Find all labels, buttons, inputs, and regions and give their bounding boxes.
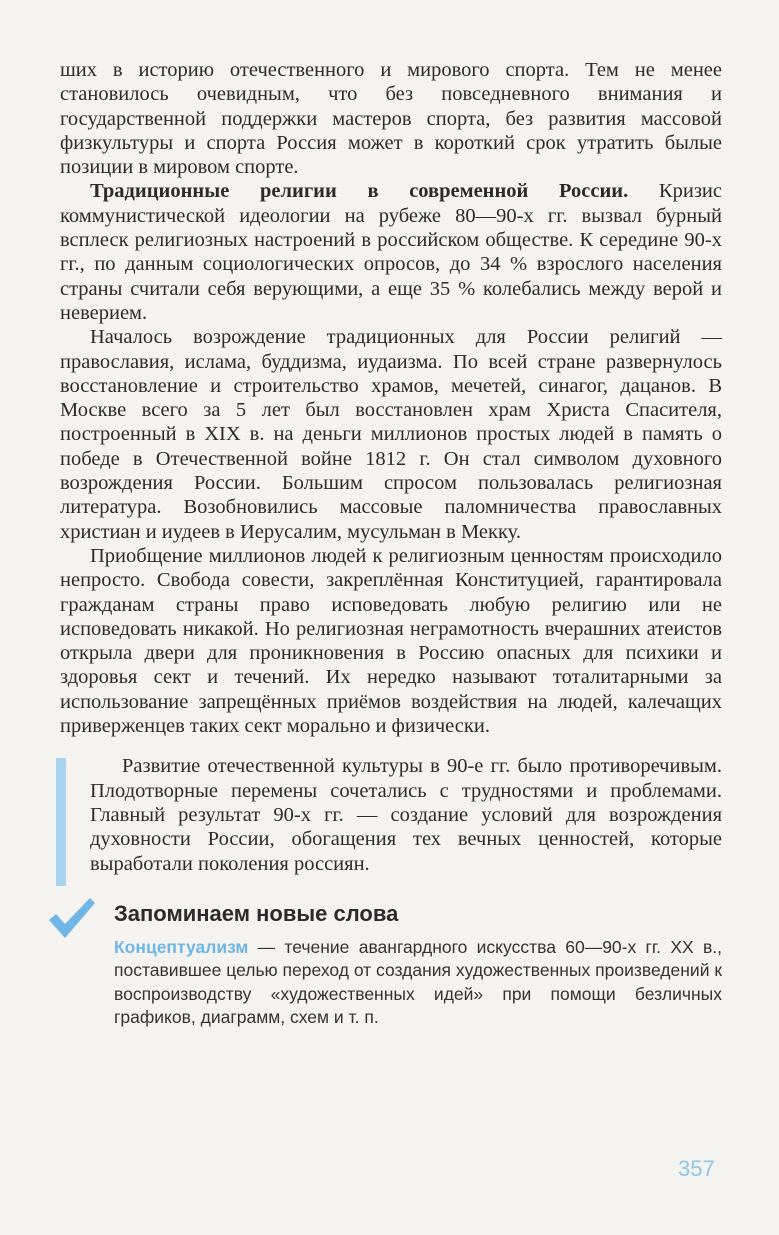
vocabulary-definition: — течение авангардного искусства 60—90-х гг. XX в., поставившее целью переход от создания художественных произведений к воспроизводству «художественных идей» при помощи безличных графиков, диаграмм, схем и т. п. [114, 936, 722, 1028]
page-content [60, 58, 722, 1030]
main-text [60, 58, 722, 738]
paragraph-religions-body: Кризис коммунистической идеологии на рубеже 80—90-х гг. вызвал бурный всплеск религиозных настроений в российском обществе. К середине 90-х гг., по данным социологических опросов, до 34 % взрослого населения страны считали себя верующими, а еще 35 % колебались между верой и неверием. [60, 180, 722, 324]
vocabulary-section [60, 900, 722, 1030]
vocabulary-term: Концептуализм [114, 936, 249, 957]
paragraph-religions [60, 179, 722, 325]
page-number: 357 [678, 1156, 715, 1181]
summary-text: Развитие отечественной культуры в 90-е гг. было противоречивым. Плодотворные перемены сочетались с трудностями и проблемами. Главный результат 90-х гг. — создание условий для возрождения духовности России, обогащения тех вечных ценностей, которые выработали поколения россиян. [90, 755, 722, 875]
paragraph-revival: Началось возрождение традиционных для России религий — православия, ислама, буддизма, иудаизма. По всей стране развернулось восстановление и строительство храмов, мечетей, синагог, дацанов. В Москве всего за 5 лет был восстановлен храм Христа Спасителя, построенный в XIX в. на деньги миллионов простых людей в память о победе в Отечественной войне 1812 г. Он стал символом духовного возрождения России. Большим спросом пользовалась религиозная литература. Возобновились массовые паломничества православных христиан и иудеев в Иерусалим, мусульман в Мекку. [60, 326, 722, 543]
paragraph-sport: ших в историю отечественного и мирового спорта. Тем не менее становилось очевидным, что без повседневного внимания и государственной поддержки мастеров спорта, без развития массовой физкультуры и спорта Россия может в короткий срок утратить былые позиции в мировом спорте. [60, 59, 722, 179]
summary-accent-bar [56, 758, 66, 886]
section-heading: Традиционные религии в современной России. [90, 180, 629, 203]
checkmark-icon [46, 894, 96, 940]
summary-box [60, 754, 722, 875]
vocabulary-title: Запоминаем новые слова [114, 900, 399, 926]
vocabulary-entry [114, 936, 722, 1030]
paragraph-values: Приобщение миллионов людей к религиозным ценностям происходило непросто. Свобода совести, закреплённая Конституцией, гарантировала гражданам страны право исповедовать любую религию или не исповедовать никакой. Но религиозная неграмотность вчерашних атеистов открыла двери для проникновения в Россию опасных для психики и здоровья сект и течений. Их нередко называют тоталитарными за использование запрещённых приёмов воздействия на людей, калечащих приверженцев таких сект морально и физически. [60, 544, 722, 738]
